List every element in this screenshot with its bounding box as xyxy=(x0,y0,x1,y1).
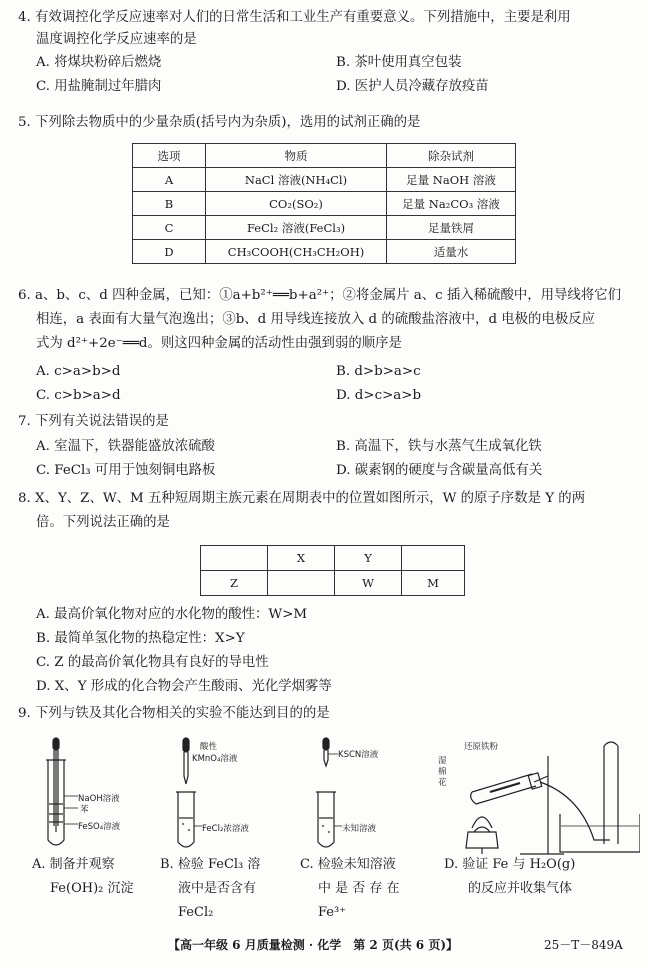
fig-b-caption-2: 液中是否含有 xyxy=(178,881,257,896)
fig-c-caption-1: C. 检验未知溶液 xyxy=(300,857,396,872)
footer-exam-code: 25－T－849A xyxy=(544,938,623,952)
q4-option-d: D. 医护人员冷藏存放疫苗 xyxy=(336,79,489,94)
table-row xyxy=(201,571,465,596)
q9-figures xyxy=(20,736,640,936)
table-cell: 足量 NaOH 溶液 xyxy=(387,168,516,192)
table-header-row xyxy=(133,144,516,168)
q8-option-c: C. Z 的最高价氧化物具有良好的导电性 xyxy=(36,655,269,670)
figure-a-apparatus xyxy=(46,738,78,845)
fig-b-label-kmno4: KMnO₄溶液 xyxy=(192,754,238,764)
q6-stem-line2: 相连，a 表面有大量气泡逸出；③b、d 用导线连接放入 d 的硫酸盐溶液中，d 电极的电极反应 xyxy=(36,312,596,327)
fig-d-caption-1: D. 验证 Fe 与 H₂O(g) xyxy=(444,857,576,872)
table-header-cell: 选项 xyxy=(133,144,206,168)
table-cell xyxy=(201,546,268,571)
fig-d-label-cotton2: 花 xyxy=(438,778,447,788)
page-footer xyxy=(0,934,648,958)
q6-option-d: D. d>c>a>b xyxy=(336,388,422,403)
table-cell: FeCl₂ 溶液(FeCl₃) xyxy=(206,216,387,240)
footer-page-info: 【高一年级 6 月质量检测 · 化学 第 2 页(共 6 页)】 xyxy=(168,938,459,952)
q9-stem: 9. 下列与铁及其化合物相关的实验不能达到目的的是 xyxy=(18,706,330,721)
table-cell: 足量 Na₂CO₃ 溶液 xyxy=(387,192,516,216)
table-cell: CH₃COOH(CH₃CH₂OH) xyxy=(206,240,387,264)
fig-d-label-wet: 湿 xyxy=(438,756,447,766)
table-cell: Z xyxy=(201,571,268,596)
q7-option-a: A. 室温下，铁器能盛放浓硫酸 xyxy=(36,439,215,454)
table-cell: X xyxy=(268,546,335,571)
fig-c-caption-2: 中 是 否 存 在 xyxy=(318,881,400,896)
table-cell: C xyxy=(133,216,206,240)
q8-periodic-table xyxy=(200,545,465,596)
fig-a-label-naoh: NaOH溶液 xyxy=(78,794,120,804)
q6-stem-line3: 式为 d²⁺+2e⁻══d。则这四种金属的活动性由强到弱的顺序是 xyxy=(36,336,402,351)
fig-d-label-cotton1: 棉 xyxy=(438,767,447,777)
table-cell xyxy=(268,571,335,596)
table-header-cell: 物质 xyxy=(206,144,387,168)
table-cell: B xyxy=(133,192,206,216)
q4-option-a: A. 将煤块粉碎后燃烧 xyxy=(36,55,162,70)
fig-a-label-benzene: 苯 xyxy=(80,805,89,815)
table-row xyxy=(133,216,516,240)
q7-option-d: D. 碳素钢的硬度与含碳量高低有关 xyxy=(336,463,543,478)
table-cell xyxy=(402,546,465,571)
q6-option-a: A. c>a>b>d xyxy=(36,364,121,379)
table-row xyxy=(133,192,516,216)
table-cell: 适量水 xyxy=(387,240,516,264)
table-row xyxy=(133,168,516,192)
fig-c-label-kscn: KSCN溶液 xyxy=(338,750,379,760)
fig-b-label-fecl2: FeCl₂浓溶液 xyxy=(202,824,249,834)
fig-b-caption-1: B. 检验 FeCl₃ 溶 xyxy=(160,857,261,872)
fig-c-caption-3: Fe³⁺ xyxy=(318,905,347,920)
fig-a-caption-2: Fe(OH)₂ 沉淀 xyxy=(50,881,134,896)
fig-a-caption-1: A. 制备并观察 xyxy=(32,857,115,872)
fig-d-label-iron-powder: 还原铁粉 xyxy=(464,742,499,752)
fig-b-label-acidic: 酸性 xyxy=(200,742,218,752)
table-cell: M xyxy=(402,571,465,596)
table-cell: A xyxy=(133,168,206,192)
table-cell: Y xyxy=(335,546,402,571)
table-cell: NaCl 溶液(NH₄Cl) xyxy=(206,168,387,192)
fig-b-caption-3: FeCl₂ xyxy=(178,905,214,920)
fig-d-caption-2: 的反应并收集气体 xyxy=(468,881,573,896)
q4-option-b: B. 茶叶使用真空包装 xyxy=(336,55,462,70)
q4-option-c: C. 用盐腌制过年腊肉 xyxy=(36,79,162,94)
q6-option-b: B. d>b>a>c xyxy=(336,364,421,379)
q8-option-b: B. 最简单氢化物的热稳定性：X>Y xyxy=(36,631,245,646)
table-cell: D xyxy=(133,240,206,264)
q4-stem-line2: 温度调控化学反应速率的是 xyxy=(36,32,197,47)
q6-stem-line1: 6. a、b、c、d 四种金属，已知：①a+b²⁺══b+a²⁺；②将金属片 a、c 插入稀硫酸中，用导线将它们 xyxy=(18,288,621,303)
q8-option-d: D. X、Y 形成的化合物会产生酸雨、光化学烟雾等 xyxy=(36,679,332,694)
q5-table xyxy=(132,143,516,264)
q7-option-c: C. FeCl₃ 可用于蚀刻铜电路板 xyxy=(36,463,216,478)
figure-d-apparatus xyxy=(466,742,640,854)
q6-option-c: C. c>b>a>d xyxy=(36,388,121,403)
fig-a-label-feso4: FeSO₄溶液 xyxy=(78,822,121,832)
q8-stem-line1: 8. X、Y、Z、W、M 五种短周期主族元素在周期表中的位置如图所示，W 的原子序数是 Y 的两 xyxy=(18,491,586,506)
q8-stem-line2: 倍。下列说法正确的是 xyxy=(36,515,170,530)
q5-stem: 5. 下列除去物质中的少量杂质(括号内为杂质)，选用的试剂正确的是 xyxy=(18,115,421,130)
table-row xyxy=(133,240,516,264)
table-cell: W xyxy=(335,571,402,596)
table-cell: CO₂(SO₂) xyxy=(206,192,387,216)
table-cell: 足量铁屑 xyxy=(387,216,516,240)
table-header-cell: 除杂试剂 xyxy=(387,144,516,168)
table-row xyxy=(201,546,465,571)
q4-stem-line1: 4. 有效调控化学反应速率对人们的日常生活和工业生产有重要意义。下列措施中，主要是利用 xyxy=(18,10,571,25)
q7-option-b: B. 高温下，铁与水蒸气生成氧化铁 xyxy=(336,439,542,454)
q8-option-a: A. 最高价氧化物对应的水化物的酸性：W>M xyxy=(36,607,308,622)
fig-c-label-unknown: 未知溶液 xyxy=(342,824,377,834)
q7-stem: 7. 下列有关说法错误的是 xyxy=(18,414,169,429)
